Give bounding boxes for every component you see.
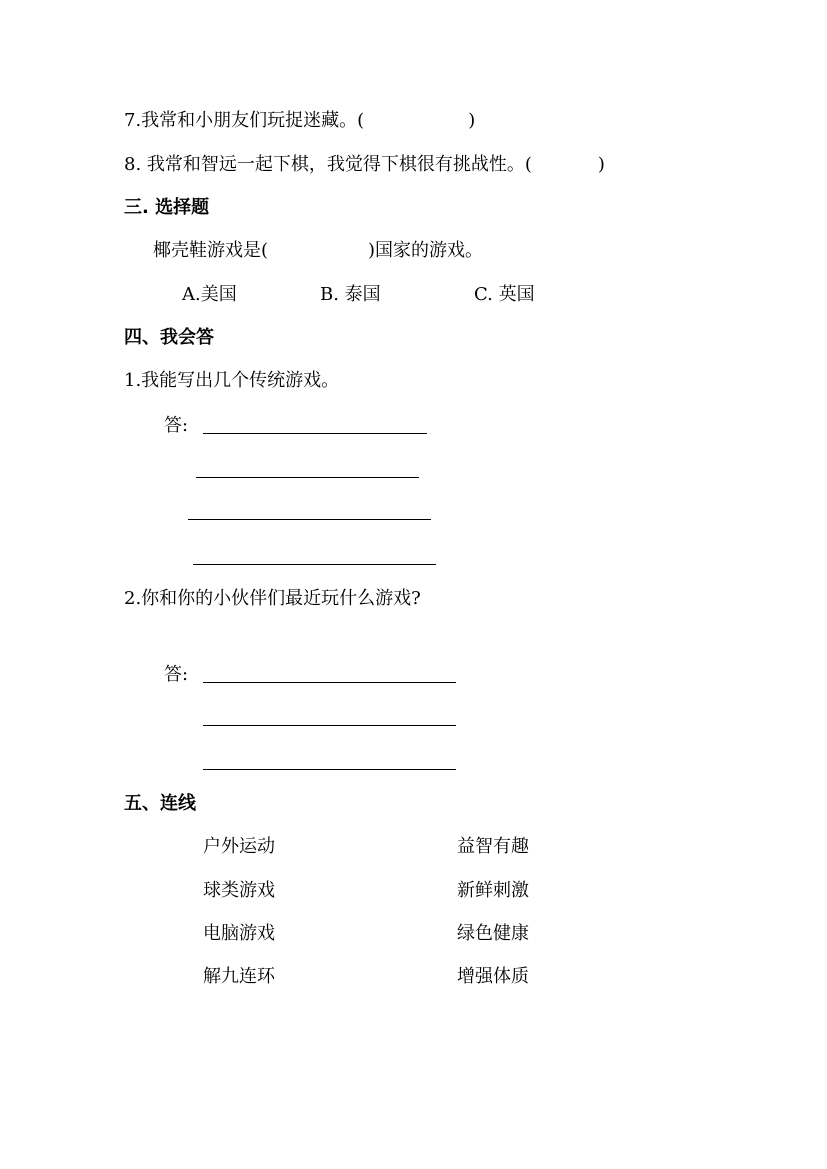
open-question-1: 1.我能写出几个传统游戏。 — [124, 370, 340, 391]
answer-line[interactable] — [196, 477, 419, 478]
section-5-title: 五、连线 — [124, 793, 196, 814]
match-left-item[interactable]: 解九连环 — [203, 966, 275, 987]
choice-question — [153, 239, 483, 263]
match-right-item[interactable]: 新鲜刺激 — [457, 880, 529, 901]
match-left-item[interactable]: 电脑游戏 — [203, 923, 275, 944]
section-3-title: 三. 选择题 — [124, 197, 210, 218]
answer-label: 答: — [164, 664, 189, 685]
tf-question-8-text: 8. 我常和智远一起下棋，我觉得下棋很有挑战性。( — [124, 154, 532, 175]
close-paren: ) — [597, 154, 605, 175]
answer-line[interactable] — [203, 769, 456, 770]
choice-question-after: )国家的游戏。 — [368, 240, 484, 261]
choice-option-b[interactable]: B. 泰国 — [320, 284, 381, 305]
section-4-title: 四、我会答 — [124, 327, 214, 348]
tf-question-7-text: 7.我常和小朋友们玩捉迷藏。( — [124, 110, 365, 131]
answer-line[interactable] — [188, 519, 431, 520]
choice-option-a[interactable]: A.美国 — [182, 284, 237, 305]
match-right-item[interactable]: 绿色健康 — [457, 923, 529, 944]
answer-label: 答: — [164, 415, 189, 436]
choice-question-before: 椰壳鞋游戏是( — [153, 240, 269, 261]
open-question-2: 2.你和你的小伙伴们最近玩什么游戏? — [124, 588, 421, 609]
match-right-item[interactable]: 增强体质 — [457, 966, 529, 987]
choice-option-c[interactable]: C. 英国 — [474, 284, 535, 305]
answer-line[interactable] — [193, 564, 436, 565]
tf-question-8 — [124, 153, 605, 177]
match-left-item[interactable]: 户外运动 — [203, 836, 275, 857]
match-left-item[interactable]: 球类游戏 — [203, 880, 275, 901]
answer-line[interactable] — [203, 433, 427, 434]
answer-line[interactable] — [203, 682, 456, 683]
close-paren: ) — [468, 110, 476, 131]
tf-question-7 — [124, 109, 475, 133]
answer-line[interactable] — [203, 725, 456, 726]
match-right-item[interactable]: 益智有趣 — [457, 836, 529, 857]
